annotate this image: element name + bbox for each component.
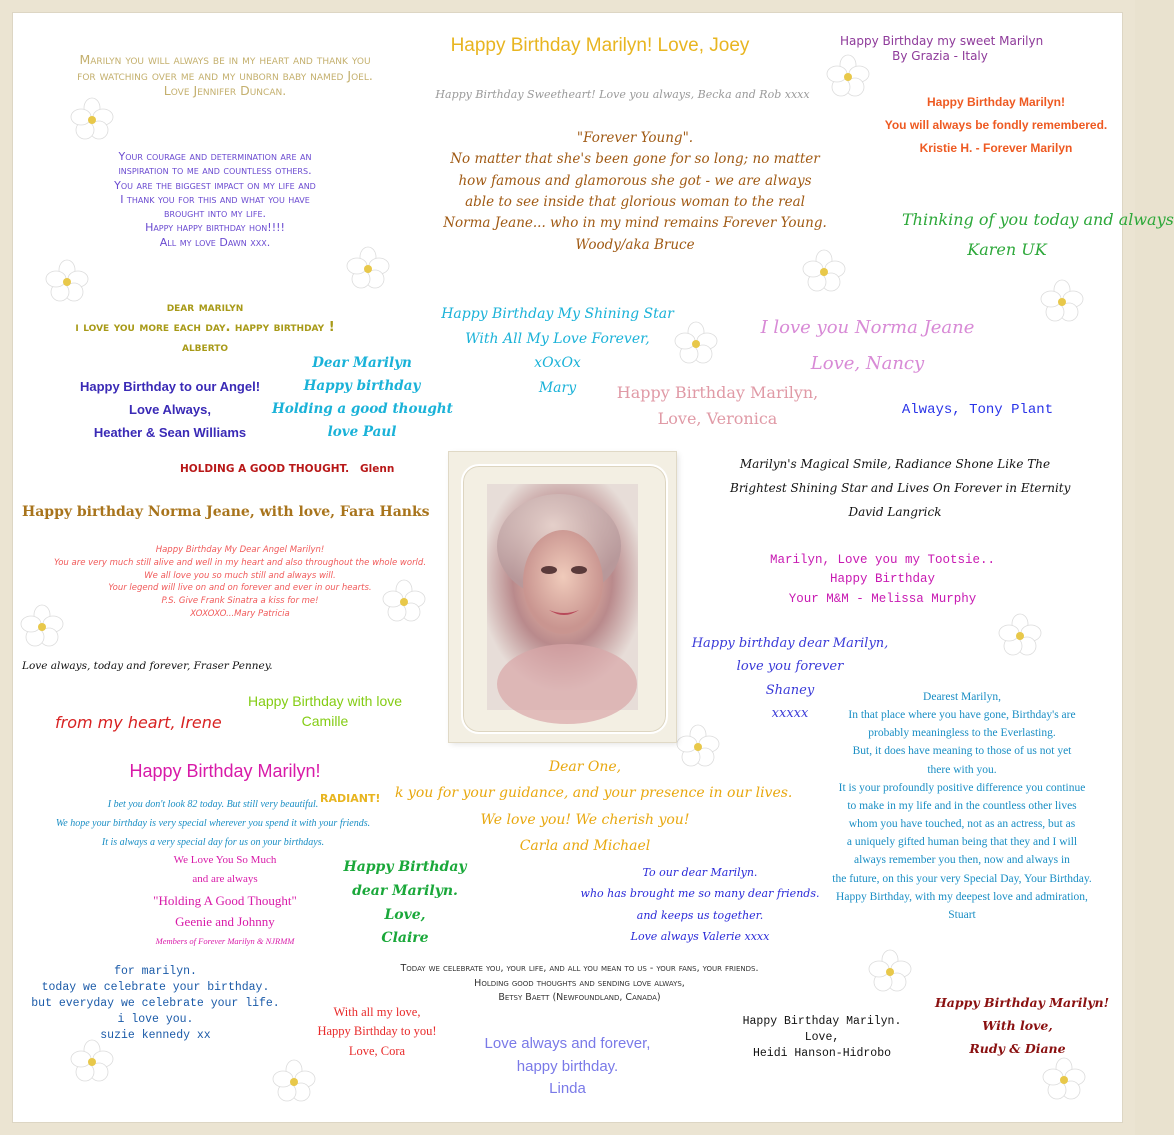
message-becka: Happy Birthday Sweetheart! Love you always, Becka and Rob xxxx bbox=[435, 88, 810, 101]
message-carla: Dear One, k you for your guidance, and your presence in our lives. We love you! We cherish you! Carla and Michael bbox=[395, 759, 793, 854]
flower-icon bbox=[868, 950, 912, 994]
flower-icon bbox=[674, 322, 718, 366]
message-valerie: To our dear Marilyn. who has brought me so many dear friends. and keeps us together. Love always Valerie xxxx bbox=[580, 866, 820, 944]
message-joey: Happy Birthday Marilyn! Love, Joey bbox=[450, 35, 750, 56]
message-betsy: Today we celebrate you, your life, and all you mean to us - your fans, your friends. Holding good thoughts and sending love always, Betsy Baett (Newfoundland, Canada) bbox=[400, 963, 759, 1004]
message-geenie-thought: "Holding A Good Thought" Geenie and Johnny bbox=[153, 893, 297, 930]
flower-icon bbox=[70, 1040, 114, 1084]
flower-icon bbox=[998, 614, 1042, 658]
portrait-frame bbox=[449, 452, 676, 742]
message-heather: Happy Birthday to our Angel! Love Always, Heather & Sean Williams bbox=[79, 379, 261, 440]
flower-icon bbox=[346, 247, 390, 291]
message-melissa: Marilyn, Love you my Tootsie.. Happy Birthday Your M&M - Melissa Murphy bbox=[769, 553, 996, 606]
message-heidi: Happy Birthday Marilyn. Love, Heidi Hanson-Hidrobo bbox=[742, 1015, 902, 1060]
message-fara: Happy birthday Norma Jeane, with love, Fara Hanks bbox=[22, 504, 430, 520]
message-dawn: Your courage and determination are an inspiration to me and countless others. You are the biggest impact on my life and I thank you for this and what you have brought into my life. Happy happy birthday hon!!!! All my love Dawn xxx. bbox=[114, 150, 316, 249]
message-glenn-name: Glenn bbox=[360, 463, 395, 475]
message-cora: With all my love, Happy Birthday to you! Love, Cora bbox=[317, 1005, 437, 1058]
message-paul: Dear Marilyn Happy birthday Holding a good thought love Paul bbox=[272, 355, 453, 440]
message-david: Marilyn's Magical Smile, Radiance Shone Like The Brightest Shining Star and Lives On Forever in Eternity David Langrick bbox=[730, 457, 1071, 519]
message-patricia: Happy Birthday My Dear Angel Marilyn! You are very much still alive and well in my heart and also throughout the whole world. We all love you so much still and always will. Your legend will live on and on forever and ever in our hearts. P.S. Give Frank Sinatra a kiss for me! XOXOXO...Mary Patricia bbox=[53, 545, 427, 619]
message-alberto: dear marilyn i love you more each day. happy birthday ! alberto bbox=[75, 300, 335, 356]
flower-icon bbox=[1042, 1058, 1086, 1102]
message-fraser: Love always, today and forever, Fraser Penney. bbox=[22, 660, 273, 672]
message-claire: Happy Birthday dear Marilyn. Love, Claire bbox=[343, 859, 467, 947]
message-glenn-text: HOLDING A GOOD THOUGHT. bbox=[180, 463, 350, 475]
flower-icon bbox=[802, 250, 846, 294]
message-grazia: Happy Birthday my sweet Marilyn By Grazia - Italy bbox=[840, 34, 1044, 63]
flower-icon bbox=[70, 98, 114, 142]
flower-icon bbox=[272, 1060, 316, 1104]
message-geenie-love: We Love You So Much and are always bbox=[173, 854, 277, 886]
flower-icon bbox=[1040, 280, 1084, 324]
message-radiant: RADIANT! bbox=[320, 792, 381, 805]
message-karen: Thinking of you today and always Karen UK bbox=[902, 210, 1174, 260]
message-linda: Love always and forever, happy birthday. Linda bbox=[484, 1035, 651, 1097]
message-camille: Happy Birthday with love Camille bbox=[247, 693, 403, 729]
message-mary: Happy Birthday My Shining Star With All My Love Forever, xOxOx Mary bbox=[441, 306, 674, 396]
message-geenie-body: I bet you don't look 82 today. But still very beautiful. We hope your birthday is very special wherever you spend it with your friends. It is always a very special day for us on your birthdays. bbox=[55, 799, 371, 848]
message-shaney: Happy birthday dear Marilyn, love you forever Shaney xxxxx bbox=[691, 636, 889, 722]
message-stuart: Dearest Marilyn, In that place where you have gone, Birthday's are probably meaningless to the Everlasting. But, it does have meaning to those of us not yet there with you. It is your profoundly positive difference you continue to make in my life and in the countless other lives whom you have touched, not as an actress, but as a uniquely gifted human being that they and I will always remember you then, now and always in the future, on this your very Special Day, Your Birthday. Happy Birthday, with my deepest love and admiration, Stuart bbox=[832, 691, 1092, 921]
message-geenie-title: Happy Birthday Marilyn! bbox=[129, 761, 321, 781]
message-suzie: for marilyn. today we celebrate your birthday. but everyday we celebrate your life. i love you. suzie kennedy xx bbox=[31, 965, 280, 1043]
message-tony: Always, Tony Plant bbox=[901, 402, 1054, 418]
message-irene: from my heart, Irene bbox=[55, 713, 222, 732]
message-veronica: Happy Birthday Marilyn, Love, Veronica bbox=[616, 383, 819, 428]
portrait-photo bbox=[487, 484, 638, 710]
portrait-illustration bbox=[487, 484, 638, 710]
message-geenie-members: Members of Forever Marilyn & NJRMM bbox=[155, 936, 295, 946]
message-rudy: Happy Birthday Marilyn! With love, Rudy & Diane bbox=[935, 995, 1110, 1056]
message-kristie: Happy Birthday Marilyn! You will always be fondly remembered. Kristie H. - Forever Marilyn bbox=[884, 95, 1108, 155]
message-woody: "Forever Young". No matter that she's been gone for so long; no matter how famous and glamorous she got - we are always able to see inside that glorious woman to the real Norma Jeane... who in my mind remains Forever Young. Woody/aka Bruce bbox=[443, 130, 827, 253]
message-jennifer: Marilyn you will always be in my heart and thank you for watching over me and my unborn baby named Joel. Love Jennifer Duncan. bbox=[77, 52, 373, 99]
message-nancy: I love you Norma Jeane Love, Nancy bbox=[760, 317, 975, 374]
